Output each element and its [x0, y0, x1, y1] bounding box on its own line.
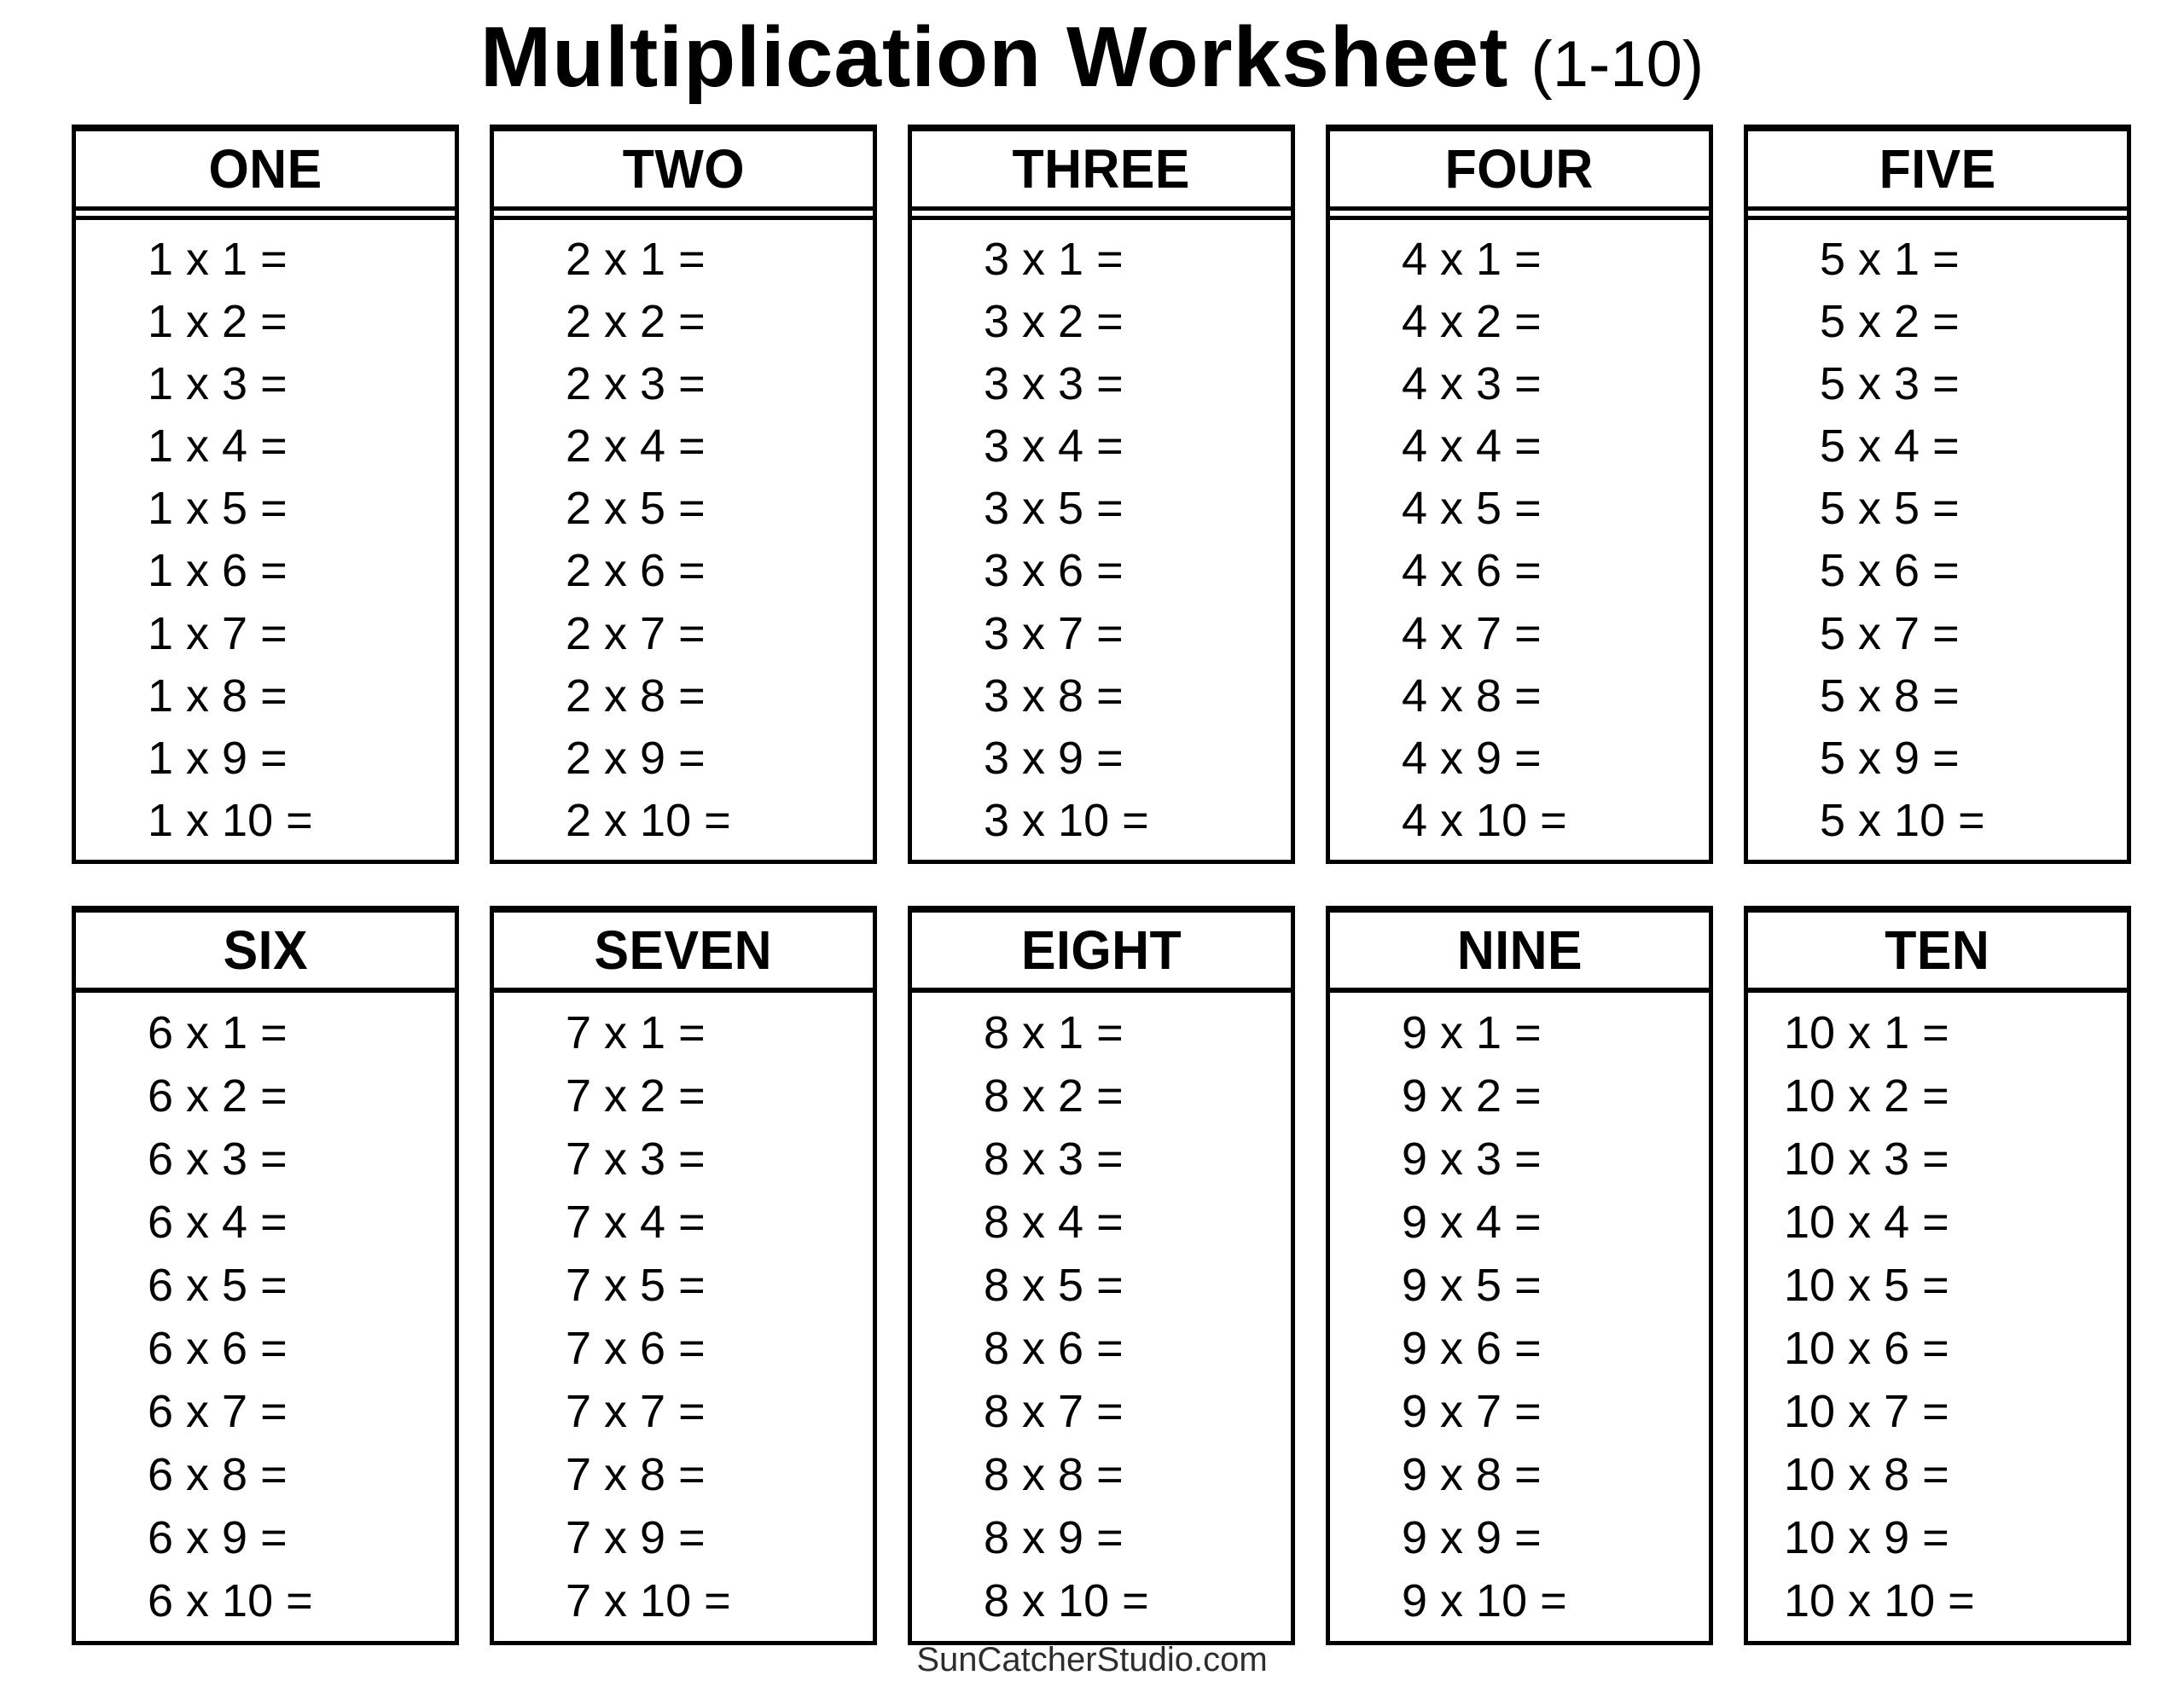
- problem-two-8: 2 x 8 =: [566, 670, 706, 722]
- problem-four-8: 4 x 8 =: [1402, 670, 1542, 722]
- problem-seven-10: 7 x 10 =: [566, 1575, 731, 1626]
- table-two-header: [494, 131, 873, 211]
- problem-six-9: 6 x 9 =: [148, 1512, 288, 1563]
- problem-one-4: 1 x 4 =: [148, 420, 288, 472]
- table-one-body: [76, 216, 455, 860]
- problem-two-2: 2 x 2 =: [566, 296, 706, 348]
- problem-seven-5: 7 x 5 =: [566, 1260, 706, 1311]
- problem-five-2: 5 x 2 =: [1820, 296, 1960, 348]
- problem-eight-2: 8 x 2 =: [984, 1070, 1124, 1122]
- problem-nine-7: 9 x 7 =: [1402, 1386, 1542, 1437]
- problem-ten-5: 10 x 5 =: [1784, 1260, 1949, 1311]
- table-seven: [490, 906, 877, 1645]
- problem-eight-5: 8 x 5 =: [984, 1260, 1124, 1311]
- problem-two-5: 2 x 5 =: [566, 483, 706, 535]
- table-five-title: FIVE: [1879, 138, 1996, 200]
- problem-three-6: 3 x 6 =: [984, 545, 1124, 597]
- problem-five-6: 5 x 6 =: [1820, 545, 1960, 597]
- problem-four-7: 4 x 7 =: [1402, 607, 1542, 659]
- problem-five-1: 5 x 1 =: [1820, 234, 1960, 286]
- problem-two-10: 2 x 10 =: [566, 794, 731, 846]
- problem-nine-10: 9 x 10 =: [1402, 1575, 1567, 1626]
- problem-five-10: 5 x 10 =: [1820, 794, 1985, 846]
- problem-six-6: 6 x 6 =: [148, 1323, 288, 1374]
- table-three-title: THREE: [1012, 138, 1191, 200]
- problem-four-2: 4 x 2 =: [1402, 296, 1542, 348]
- problem-ten-9: 10 x 9 =: [1784, 1512, 1949, 1563]
- problem-three-10: 3 x 10 =: [984, 794, 1149, 846]
- problem-seven-3: 7 x 3 =: [566, 1133, 706, 1185]
- table-five: [1744, 125, 2131, 864]
- problem-ten-7: 10 x 7 =: [1784, 1386, 1949, 1437]
- table-six-title: SIX: [223, 919, 308, 981]
- problem-one-3: 1 x 3 =: [148, 358, 288, 410]
- problem-four-4: 4 x 4 =: [1402, 420, 1542, 472]
- problem-eight-3: 8 x 3 =: [984, 1133, 1124, 1185]
- problem-four-10: 4 x 10 =: [1402, 794, 1567, 846]
- footer-credit: SunCatcherStudio.com: [916, 1641, 1268, 1678]
- problem-four-6: 4 x 6 =: [1402, 545, 1542, 597]
- table-five-body: [1748, 216, 2127, 860]
- problem-eight-8: 8 x 8 =: [984, 1449, 1124, 1500]
- table-ten-body: [1748, 993, 2127, 1641]
- problem-six-8: 6 x 8 =: [148, 1449, 288, 1500]
- problem-two-3: 2 x 3 =: [566, 358, 706, 410]
- problem-seven-8: 7 x 8 =: [566, 1449, 706, 1500]
- problem-six-7: 6 x 7 =: [148, 1386, 288, 1437]
- problem-nine-4: 9 x 4 =: [1402, 1197, 1542, 1248]
- problem-nine-9: 9 x 9 =: [1402, 1512, 1542, 1563]
- problem-five-3: 5 x 3 =: [1820, 358, 1960, 410]
- problem-ten-1: 10 x 1 =: [1784, 1007, 1949, 1058]
- table-four: [1326, 125, 1713, 864]
- problem-four-5: 4 x 5 =: [1402, 483, 1542, 535]
- table-eight: [908, 906, 1295, 1645]
- problem-four-9: 4 x 9 =: [1402, 732, 1542, 784]
- table-six-header: [76, 913, 455, 993]
- problem-two-4: 2 x 4 =: [566, 420, 706, 472]
- problem-one-7: 1 x 7 =: [148, 607, 288, 659]
- problem-ten-3: 10 x 3 =: [1784, 1133, 1949, 1185]
- problem-seven-4: 7 x 4 =: [566, 1197, 706, 1248]
- problem-three-1: 3 x 1 =: [984, 234, 1124, 286]
- problem-eight-9: 8 x 9 =: [984, 1512, 1124, 1563]
- title-main-text: Multiplication Worksheet: [479, 9, 1509, 105]
- table-ten-header: [1748, 913, 2127, 993]
- problem-nine-3: 9 x 3 =: [1402, 1133, 1542, 1185]
- table-three-header: [912, 131, 1291, 211]
- problem-eight-4: 8 x 4 =: [984, 1197, 1124, 1248]
- table-one-title: ONE: [208, 138, 322, 200]
- problem-five-5: 5 x 5 =: [1820, 483, 1960, 535]
- problem-six-2: 6 x 2 =: [148, 1070, 288, 1122]
- problem-three-7: 3 x 7 =: [984, 607, 1124, 659]
- problem-seven-9: 7 x 9 =: [566, 1512, 706, 1563]
- problem-three-2: 3 x 2 =: [984, 296, 1124, 348]
- problem-five-9: 5 x 9 =: [1820, 732, 1960, 784]
- problem-three-9: 3 x 9 =: [984, 732, 1124, 784]
- table-nine-body: [1330, 993, 1709, 1641]
- table-four-title: FOUR: [1444, 138, 1594, 200]
- problem-eight-6: 8 x 6 =: [984, 1323, 1124, 1374]
- problem-ten-10: 10 x 10 =: [1784, 1575, 1975, 1626]
- problem-three-5: 3 x 5 =: [984, 483, 1124, 535]
- problem-nine-1: 9 x 1 =: [1402, 1007, 1542, 1058]
- problem-nine-5: 9 x 5 =: [1402, 1260, 1542, 1311]
- table-seven-header: [494, 913, 873, 993]
- table-eight-body: [912, 993, 1291, 1641]
- problem-one-9: 1 x 9 =: [148, 732, 288, 784]
- problem-seven-1: 7 x 1 =: [566, 1007, 706, 1058]
- table-six-body: [76, 993, 455, 1641]
- problem-one-6: 1 x 6 =: [148, 545, 288, 597]
- table-seven-body: [494, 993, 873, 1641]
- problem-nine-2: 9 x 2 =: [1402, 1070, 1542, 1122]
- problem-six-3: 6 x 3 =: [148, 1133, 288, 1185]
- problem-five-4: 5 x 4 =: [1820, 420, 1960, 472]
- problem-nine-8: 9 x 8 =: [1402, 1449, 1542, 1500]
- table-seven-title: SEVEN: [594, 919, 773, 981]
- problem-seven-2: 7 x 2 =: [566, 1070, 706, 1122]
- problem-nine-6: 9 x 6 =: [1402, 1323, 1542, 1374]
- problem-six-5: 6 x 5 =: [148, 1260, 288, 1311]
- table-four-header: [1330, 131, 1709, 211]
- table-one: [72, 125, 459, 864]
- table-ten: [1744, 906, 2131, 1645]
- table-six: [72, 906, 459, 1645]
- problem-one-2: 1 x 2 =: [148, 296, 288, 348]
- problem-four-3: 4 x 3 =: [1402, 358, 1542, 410]
- table-three-body: [912, 216, 1291, 860]
- problem-four-1: 4 x 1 =: [1402, 234, 1542, 286]
- problem-one-10: 1 x 10 =: [148, 794, 313, 846]
- problem-eight-1: 8 x 1 =: [984, 1007, 1124, 1058]
- table-three: [908, 125, 1295, 864]
- table-two-title: TWO: [622, 138, 745, 200]
- table-ten-title: TEN: [1885, 919, 1990, 981]
- table-nine: [1326, 906, 1713, 1645]
- problem-two-6: 2 x 6 =: [566, 545, 706, 597]
- problem-three-8: 3 x 8 =: [984, 670, 1124, 722]
- problem-three-4: 3 x 4 =: [984, 420, 1124, 472]
- table-five-header: [1748, 131, 2127, 211]
- title-range-suffix: (1-10): [1531, 28, 1705, 101]
- table-four-body: [1330, 216, 1709, 860]
- problem-ten-6: 10 x 6 =: [1784, 1323, 1949, 1374]
- problem-five-8: 5 x 8 =: [1820, 670, 1960, 722]
- problem-eight-10: 8 x 10 =: [984, 1575, 1149, 1626]
- problem-six-4: 6 x 4 =: [148, 1197, 288, 1248]
- problem-seven-7: 7 x 7 =: [566, 1386, 706, 1437]
- problem-eight-7: 8 x 7 =: [984, 1386, 1124, 1437]
- problem-six-1: 6 x 1 =: [148, 1007, 288, 1058]
- problem-ten-4: 10 x 4 =: [1784, 1197, 1949, 1248]
- table-eight-title: EIGHT: [1020, 919, 1182, 981]
- table-nine-header: [1330, 913, 1709, 993]
- problem-one-1: 1 x 1 =: [148, 234, 288, 286]
- problem-two-1: 2 x 1 =: [566, 234, 706, 286]
- problem-five-7: 5 x 7 =: [1820, 607, 1960, 659]
- table-two: [490, 125, 877, 864]
- problem-ten-2: 10 x 2 =: [1784, 1070, 1949, 1122]
- problem-three-3: 3 x 3 =: [984, 358, 1124, 410]
- problem-six-10: 6 x 10 =: [148, 1575, 313, 1626]
- table-nine-title: NINE: [1456, 919, 1583, 981]
- table-eight-header: [912, 913, 1291, 993]
- table-one-header: [76, 131, 455, 211]
- problem-two-7: 2 x 7 =: [566, 607, 706, 659]
- problem-two-9: 2 x 9 =: [566, 732, 706, 784]
- problem-one-5: 1 x 5 =: [148, 483, 288, 535]
- table-two-body: [494, 216, 873, 860]
- problem-ten-8: 10 x 8 =: [1784, 1449, 1949, 1500]
- problem-one-8: 1 x 8 =: [148, 670, 288, 722]
- problem-seven-6: 7 x 6 =: [566, 1323, 706, 1374]
